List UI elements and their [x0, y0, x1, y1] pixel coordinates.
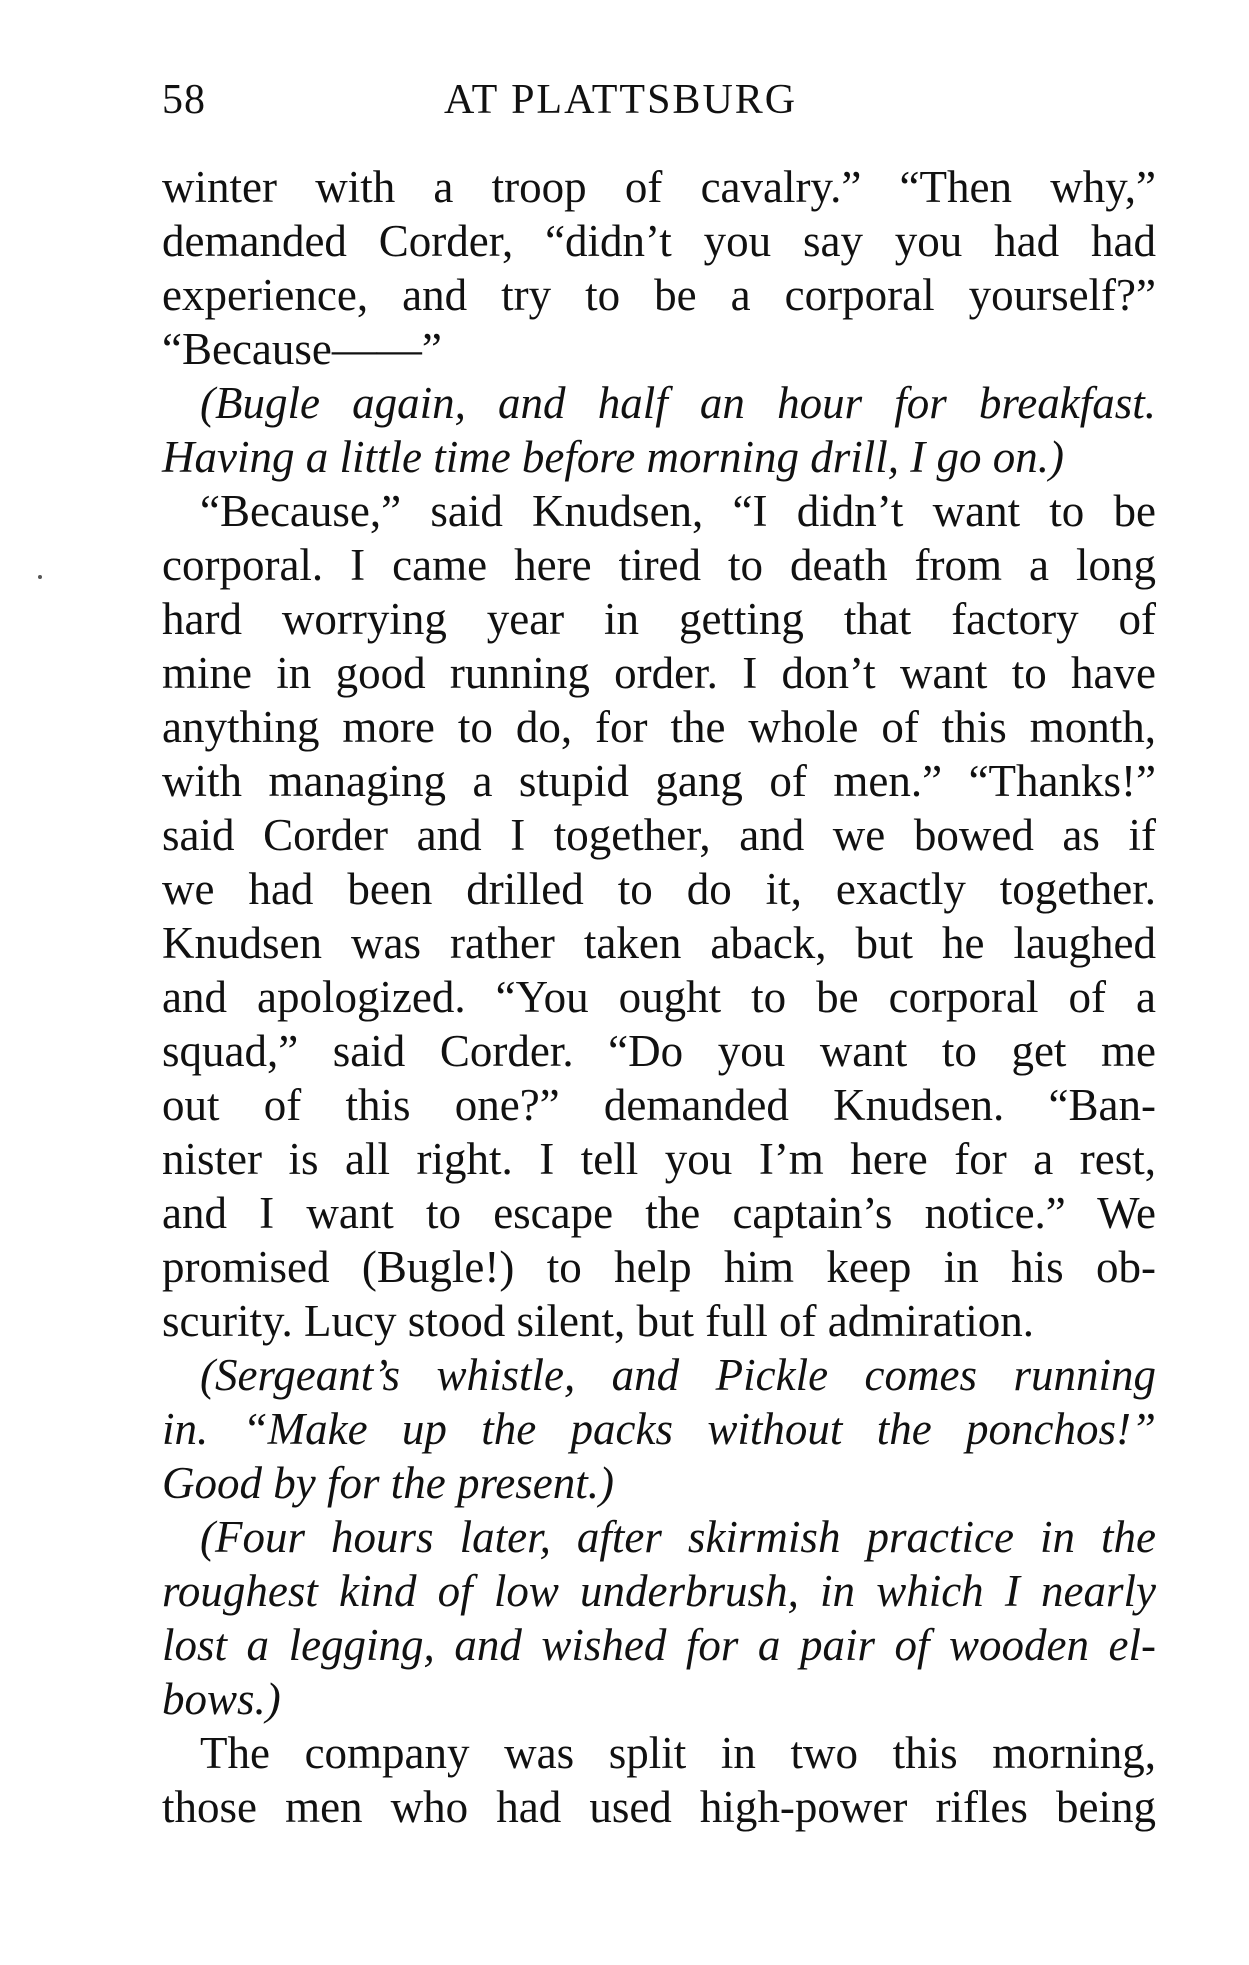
text-line: we had been drilled to do it, exactly together. — [162, 864, 1156, 914]
text-line: corporal. I came here tired to death from a long — [162, 540, 1156, 590]
stage-direction-line: (Four hours later, after skirmish practice in the — [200, 1512, 1156, 1562]
stage-direction-line: lost a legging, and wished for a pair of wooden el- — [162, 1620, 1156, 1670]
text-line: and I want to escape the captain’s notice.” We — [162, 1188, 1156, 1238]
text-line: promised (Bugle!) to help him keep in his ob- — [162, 1242, 1156, 1292]
text-line: The company was split in two this morning, — [200, 1728, 1156, 1778]
text-line: those men who had used high-power rifles being — [162, 1782, 1156, 1832]
text-line: Knudsen was rather taken aback, but he laughed — [162, 918, 1156, 968]
stage-direction-line: Having a little time before morning drill, I go on.) — [162, 432, 1064, 482]
text-line: hard worrying year in getting that factory of — [162, 594, 1156, 644]
text-line: “Because,” said Knudsen, “I didn’t want to be — [200, 486, 1156, 536]
stage-direction-line: Good by for the present.) — [162, 1458, 614, 1508]
stage-direction-line: (Bugle again, and half an hour for breakfast. — [200, 378, 1156, 428]
stage-direction-line: in. “Make up the packs without the ponchos!” — [162, 1404, 1156, 1454]
text-line: with managing a stupid gang of men.” “Thanks!” — [162, 756, 1156, 806]
text-line: squad,” said Corder. “Do you want to get me — [162, 1026, 1156, 1076]
text-line: and apologized. “You ought to be corporal of a — [162, 972, 1156, 1022]
text-line: anything more to do, for the whole of this month, — [162, 702, 1156, 752]
text-line: nister is all right. I tell you I’m here for a rest, — [162, 1134, 1156, 1184]
stage-direction-line: (Sergeant’s whistle, and Pickle comes running — [200, 1350, 1156, 1400]
stage-direction-line: bows.) — [162, 1674, 281, 1724]
text-line: scurity. Lucy stood silent, but full of admiration. — [162, 1296, 1034, 1346]
page-number: 58 — [162, 77, 206, 123]
text-line: out of this one?” demanded Knudsen. “Ban- — [162, 1080, 1156, 1130]
text-line: mine in good running order. I don’t want to have — [162, 648, 1156, 698]
text-line: demanded Corder, “didn’t you say you had had — [162, 216, 1156, 266]
stage-direction-line: roughest kind of low underbrush, in which I nearly — [162, 1566, 1156, 1616]
text-line: said Corder and I together, and we bowed as if — [162, 810, 1156, 860]
text-line: “Because——” — [162, 324, 442, 374]
text-line: winter with a troop of cavalry.” “Then why,” — [162, 162, 1156, 212]
text-line: experience, and try to be a corporal yourself?” — [162, 270, 1156, 320]
running-head: AT PLATTSBURG — [444, 77, 798, 123]
page-header — [162, 70, 1156, 130]
print-speck — [38, 575, 42, 579]
body-text — [162, 160, 1156, 1834]
